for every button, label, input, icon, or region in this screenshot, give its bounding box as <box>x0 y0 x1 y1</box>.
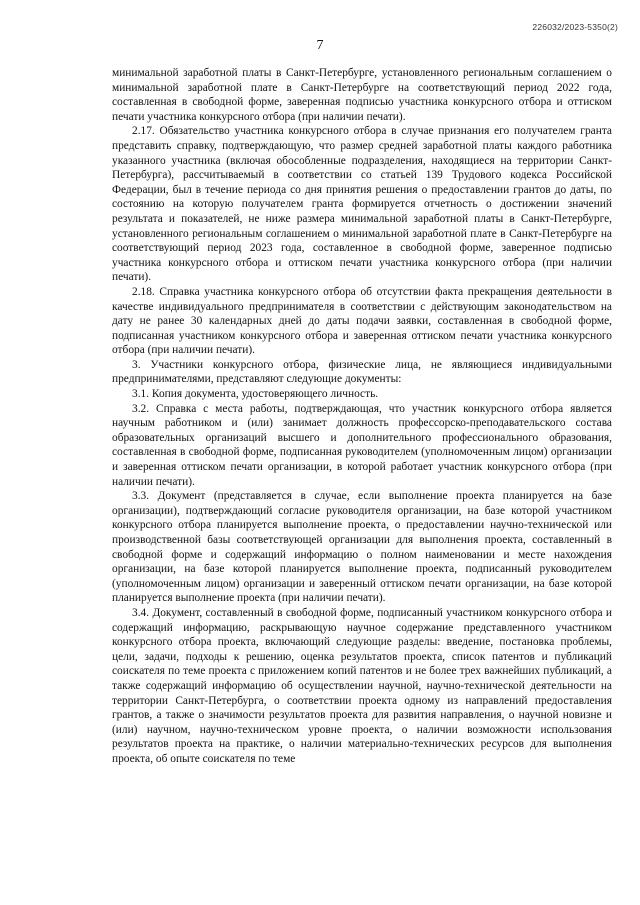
paragraph-3-2: 3.2. Справка с места работы, подтверждающая, что участник конкурсного отбора является научным работником и (или) занимает должность профессорско-преподавательского состава образовательных организаций высшего и дополнительного профессионального образования, составленная в свободной форме, подписанная руководителем (уполномоченным лицом) организации и заверенная оттиском печати организации, в которой работает участник конкурсного отбора (при наличии печати). <box>112 402 612 488</box>
paragraph-3-4: 3.4. Документ, составленный в свободной форме, подписанный участником конкурсного отбора и содержащий информацию, раскрывающую научное содержание представленного участником конкурсного отбора проекта, включающий следующие разделы: введение, постановка проблемы, цели, задачи, подходы к решению, оценка результатов проекта, список патентов и публикаций соискателя по теме проекта с приложением копий патентов и не более трех важнейших публикаций, а также содержащий информацию об осуществлении научной, научно-технической деятельности на территории Санкт-Петербурга, о соответствии проекта одному из направлений предоставления грантов, а также о значимости результатов проекта для развития направления, о научной новизне и (или) научном, научно-техническом уровне проекта, о наличии возможности использования результатов проекта на практике, о наличии материально-технических ресурсов для выполнения проекта, об опыте соискателя по теме <box>112 606 612 765</box>
paragraph-3-1: 3.1. Копия документа, удостоверяющего личность. <box>132 388 379 401</box>
paragraph-3-3: 3.3. Документ (представляется в случае, если выполнение проекта планируется на базе организации), подтверждающий согласие руководителя организации, на базе которой участником конкурсного отбора планируется выполнение проекта, о предоставлении научно-технической или производственной базы соответствующей организации для выполнения проекта, составленный в свободной форме и содержащий информацию о полном наименовании и месте нахождения организации, на базе которой планируется выполнение проекта, подписанный руководителем (уполномоченным лицом) организации и заверенный оттиском печати организации, на базе которой планируется выполнение проекта (при наличии печати). <box>112 490 612 605</box>
paragraph-2-18: 2.18. Справка участника конкурсного отбора об отсутствии факта прекращения деятельности в качестве индивидуального предпринимателя в соответствии с действующим законодательством на дату не ранее 30 календарных дней до даты подачи заявки, составленная в свободной форме, подписанная участником конкурсного отбора и заверенная оттиском печати участника конкурсного отбора (при наличии печати). <box>112 285 612 357</box>
paragraph-2-17: 2.17. Обязательство участника конкурсного отбора в случае признания его получателем гранта представить справку, подтверждающую, что размер средней заработной платы каждого работника указанного участника (включая обособленные подразделения, находящиеся на территории Санкт-Петербурга), рассчитываемый в соответствии со статьей 139 Трудового кодекса Российской Федерации, был в течение периода со дня принятия решения о предоставлении грантов до даты, по состоянию на которую получателем гранта формируется отчетность о достижении значений результата и показателей, не ниже размера минимальной заработной платы в Санкт-Петербурге, установленного региональным соглашением о минимальной заработной плате в Санкт-Петербурге на соответствующий период 2023 года, составленное в свободной форме, заверенное подписью участника конкурсного отбора и оттиском печати участника конкурсного отбора (при наличии печати). <box>112 125 612 284</box>
page-number: 7 <box>316 38 324 53</box>
paragraph-3: 3. Участники конкурсного отбора, физические лица, не являющиеся индивидуальными предпринимателями, представляют следующие документы: <box>112 358 612 386</box>
document-body <box>112 66 612 767</box>
paragraph-continuation: минимальной заработной платы в Санкт-Петербурге, установленного региональным соглашением о минимальной заработной плате в Санкт-Петербурге на соответствующий период 2022 года, составленная в свободной форме, заверенная подписью участника конкурсного отбора и оттиском печати участника конкурсного отбора (при наличии печати). <box>112 67 612 123</box>
document-registration-number: 226032/2023-5350(2) <box>532 22 618 32</box>
